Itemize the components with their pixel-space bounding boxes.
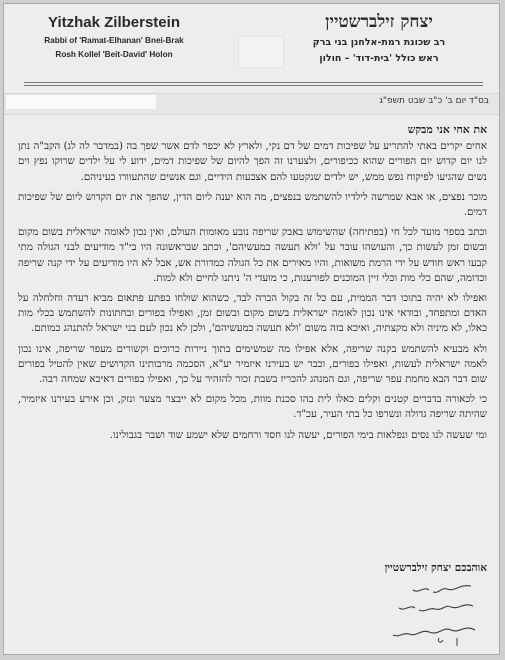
title-line-english-2: Rosh Kollel 'Beit-David' Holon bbox=[55, 50, 173, 59]
salutation: את אחי אני מבקש bbox=[407, 123, 487, 136]
rabbi-name-english: Yitzhak Zilberstein bbox=[48, 14, 180, 31]
handwritten-signature-icon bbox=[359, 580, 479, 650]
header-divider-bottom bbox=[24, 85, 483, 86]
title-line-english-1: Rabbi of 'Ramat-Elhanan' Bnei-Brak bbox=[44, 36, 184, 45]
letterhead bbox=[14, 8, 491, 93]
signoff-name: אוהבכם יצחק זילברשטיין bbox=[384, 562, 487, 574]
rabbi-name-hebrew: יצחק זילברשטיין bbox=[325, 12, 433, 32]
paragraph: מוכר נפצים, או אבא שמרשה לילדיו להשתמש בנפצים, מה הוא יענה ליום הדין, שהפך את יום הקדוש ליום של שפיכות דמים. bbox=[18, 191, 487, 219]
paragraph: ולא מבעיא להשתמש בקנה שריפה, אלא אפילו מה שמשימים בתוך ניירות כרוכים וקשורים מעפר שריפה, אינו נכון לאמה ישראלית לעשות, ואפילו בפורים, וכבר יש בעירנו איזמיר יע"א, הסכמה מרבותינו הקדושים שאין להטיל בפורים שום דבר הבא מחמת עפר שריפה, וגם המנהג להכריז בשבת זכור להזהיר על כך, ואפילו בפורים דאיכא שמחה רבה. bbox=[18, 343, 487, 386]
title-line-hebrew-1: רב שכונת רמת-אלחנן בני ברק bbox=[312, 37, 446, 48]
letter-sheet bbox=[3, 3, 500, 655]
letterhead-hebrew bbox=[269, 8, 489, 64]
header-divider-top bbox=[24, 82, 483, 83]
paragraph: אחים יקרים באתי להתריע על שפיכות דמים של דם נקי, ולארץ לא יכפר לדם אשר שפך בה (במדבר לה לג) הקב"ה נתן לנו יום קדוש יום הפורים שהוא ככיפורים, ולצערנו זה הפך להיום של שפיכות דמים, ידוע לי על ילדים שרוקו נפץ וים נשים שהגיעו לפיקוח נפש ממש, יש ילדים שנקטעו להם אצבעות הידיים, וגם אנשים שהתעוורו בעיניהם. bbox=[18, 141, 487, 183]
redacted-strip bbox=[6, 95, 156, 109]
letterhead-english bbox=[14, 8, 214, 59]
paragraph: וכתב בספר מועד לכל חי (בפתיחה) שהשימוש באבק שריפה נובע מאומות העולם, ואין נכון לאומה ישראלית בשום מקום ובשום זמן לעשות כך, והעושהו עובר על 'ולא תעשה כמעשיהם', וכתב שבראשונה היו בי"ד מודיעים לבני הגולה מתי קבעו ראש חודש על ידי הרמת משואות, והיו מאירים את כל הגולה כמדורת אש, אבל לא היו מודיעים על ידי קנה שריפה וכדומה, שהם כלי מות וכלי זיין המוכנים לפורענות, כי מועדי ה' ניתנו לחיים ולא למות. bbox=[18, 227, 487, 284]
letter-date: בס"ד יום ב' כ"ב שבט תשפ"ג bbox=[379, 96, 489, 106]
signature-block bbox=[385, 562, 487, 574]
letter-body bbox=[18, 122, 487, 448]
paragraph: ומי שעשה לנו נסים ונפלאות בימי הפורים, יעשה לנו חסד ורחמים שלא ישמע שוד ושבר בגבולינו. bbox=[109, 429, 487, 441]
paragraph: ואפילו לא יהיה בתוכו דבר הממית, עם כל זה בקול הברה לבד, כשהוא שולחו בפתע פתאום מביא רעדה וחלחלה על האדם ומתפחד, ובודאי אינו נכון לאומה ישראלית בשום מקום ובשום זמן, ואפילו בפורים ובחתונות להשתמש בכלי מות כאלו, לא מיניה ולא מקצתיה, ואיכא בזה משום 'ולא תעשה כמעשיהם', ולכן לא נכון לעם בני ישראל להתנהג כמותם. bbox=[18, 293, 487, 335]
paragraph: כי לכאורה בדברים קטנים וקלים כאלו לית בהו סכנת מוות, מכל מקום לא ייבצר מצער ונזק, וכן אירע בעירנו איזמיר, שהיתה שריפה גדולה ונשרפו כל בתי העיר, עכ"ד. bbox=[18, 394, 487, 421]
title-line-hebrew-2: ראש כולל 'בית-דוד' – חולון bbox=[319, 53, 439, 64]
